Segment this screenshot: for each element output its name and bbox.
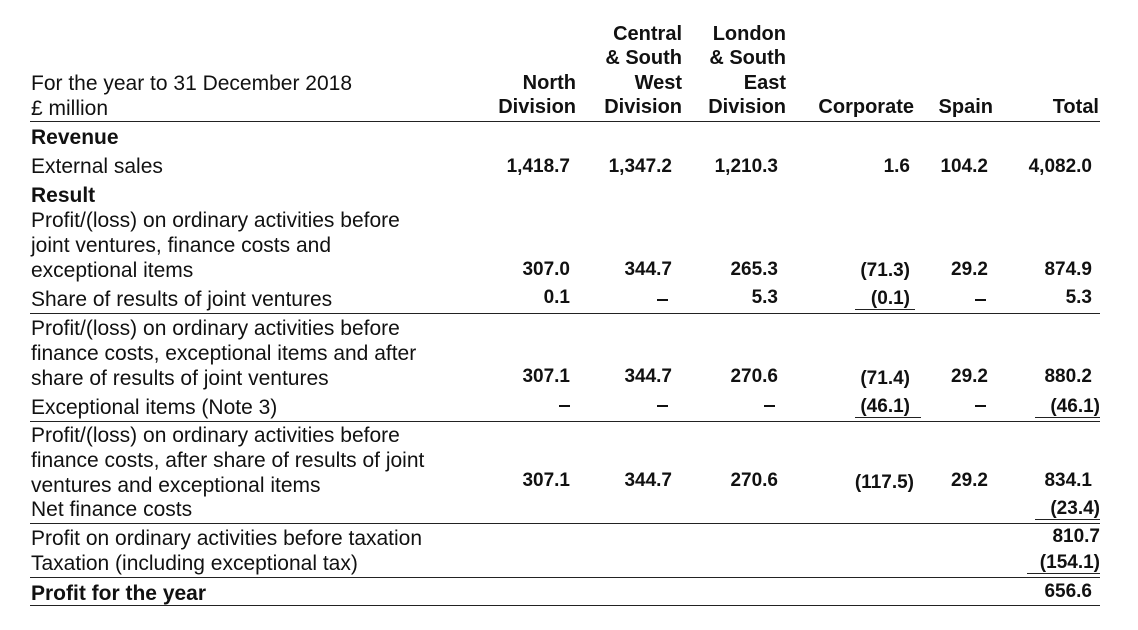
share-jv-rule <box>30 313 1100 314</box>
net-finance-label: Net finance costs <box>31 498 193 521</box>
underline-corporate-exc <box>855 417 921 418</box>
net-finance-rule <box>30 523 1100 524</box>
underline-total-finance <box>1035 519 1100 520</box>
header-total: Total <box>1052 96 1099 118</box>
period-label: For the year to 31 December 2018 <box>31 72 353 95</box>
taxation-label: Taxation (including exceptional tax) <box>31 552 358 575</box>
bottom-rule <box>30 605 1100 606</box>
taxation-rule <box>30 577 1100 578</box>
header-rule <box>30 121 1100 122</box>
exceptional-rule <box>30 421 1100 422</box>
profit-before-tax-label: Profit on ordinary activities before taxation <box>31 527 423 550</box>
header-spain: Spain <box>938 96 993 118</box>
net-finance-total: (23.4) <box>1050 498 1100 519</box>
revenue-heading: Revenue <box>31 126 119 149</box>
header-corporate: Corporate <box>818 96 914 118</box>
profit-year-total: 656.6 <box>1044 581 1092 602</box>
taxation-total: (154.1) <box>1039 552 1100 573</box>
unit-label: £ million <box>31 97 109 120</box>
profit-before-tax-total: 810.7 <box>1052 526 1100 547</box>
result-heading: Result <box>31 184 96 207</box>
profit-year-label: Profit for the year <box>31 582 207 605</box>
external-sales-label: External sales <box>31 155 163 178</box>
underline-total-tax <box>1027 573 1100 574</box>
underline-corporate-jv <box>855 309 915 310</box>
exceptional-label: Exceptional items (Note 3) <box>31 396 278 419</box>
underline-total-exc <box>1035 417 1100 418</box>
share-jv-label: Share of results of joint ventures <box>31 288 333 311</box>
